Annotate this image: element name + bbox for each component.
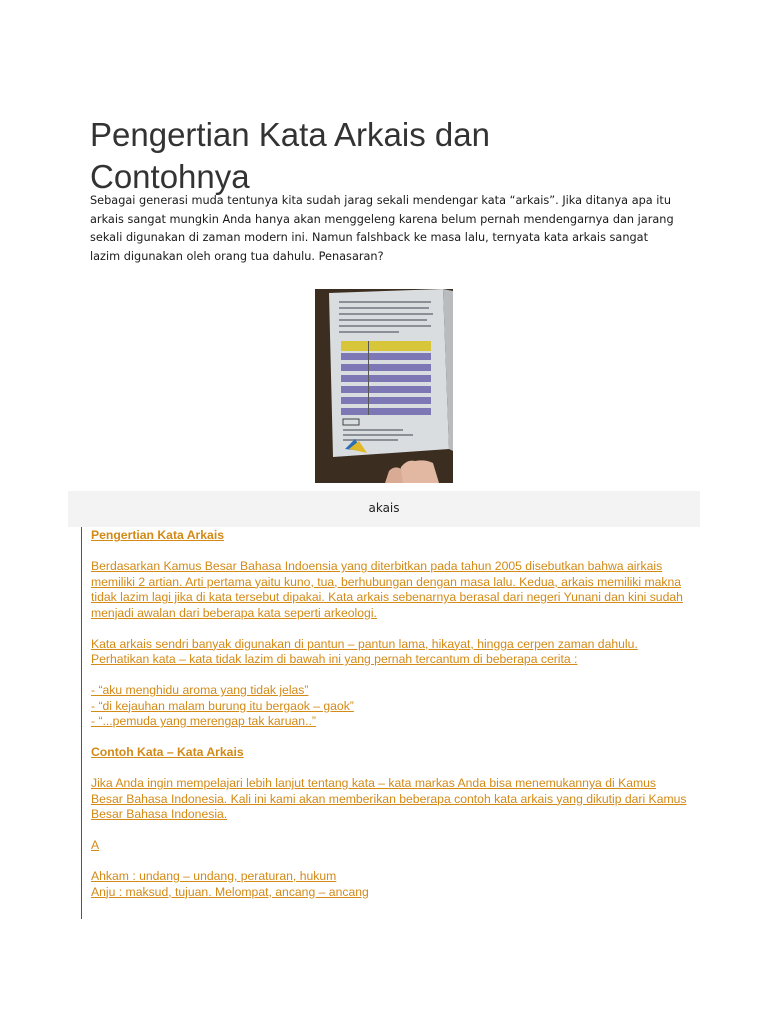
section-heading-pengertian[interactable]: Pengertian Kata Arkais — [91, 528, 224, 542]
entry-item: Ahkam : undang – undang, peraturan, hukum — [91, 869, 337, 883]
section-heading-contoh[interactable]: Contoh Kata – Kata Arkais — [91, 745, 244, 759]
article-body — [81, 527, 692, 919]
quote-item: - “aku menghidu aroma yang tidak jelas” — [91, 683, 309, 697]
quote-item: - “di kejauhan malam burung itu bergaok – gaok” — [91, 698, 354, 713]
article-paragraph[interactable]: Jika Anda ingin mempelajari lebih lanjut tentang kata – kata markas Anda bisa menemukannya di Kamus Besar Bahasa Indonesia. Kali ini kami akan memberikan beberapa contoh kata arkais yang dikutip dari Kamus Besar Bahasa Indonesia. — [91, 776, 687, 821]
entry-list[interactable] — [91, 869, 691, 900]
image-caption-bar — [68, 491, 700, 527]
article-paragraph[interactable]: Kata arkais sendri banyak digunakan di pantun – pantun lama, hikayat, hingga cerpen zaman dahulu. Perhatikan kata – kata tidak lazim di bawah ini yang pernah tercantum di beberapa cerita : — [91, 636, 638, 666]
quote-item: - “...pemuda yang merengap tak karuan..” — [91, 714, 316, 728]
image-caption: akais — [368, 501, 400, 515]
article-paragraph[interactable]: Berdasarkan Kamus Besar Bahasa Indoensia yang diterbitkan pada tahun 2005 disebutkan bahwa airkais memiliki 2 artian. Arti pertama yaitu kuno, tua, berhubungan dengan masa lalu. Kedua, arkais memiliki makna tidak lazim lagi jika di kata tersebut dipakai. Kata arkais sebenarnya berasal dari negeri Yunani dan kini sudah menjadi awalan dari beberapa kata seperti arkeologi. — [91, 559, 683, 620]
book-photo — [315, 289, 453, 483]
entry-item: Anju : maksud, tujuan. Melompat, ancang – ancang — [91, 884, 369, 899]
letter-heading[interactable]: A — [91, 838, 100, 852]
quote-list[interactable] — [91, 683, 691, 730]
page-title: Pengertian Kata Arkais dan Contohnya — [90, 116, 490, 195]
intro-paragraph: Sebagai generasi muda tentunya kita sudah jarag sekali mendengar kata “arkais”. Jika ditanya apa itu arkais sangat mungkin Anda hanya akan menggeleng karena belum pernah mendengarnya dan jarang sekali digunakan di zaman modern ini. Namun falshback ke masa lalu, ternyata kata arkais sangat lazim digunakan oleh orang tua dahulu. Penasaran? — [90, 194, 674, 263]
